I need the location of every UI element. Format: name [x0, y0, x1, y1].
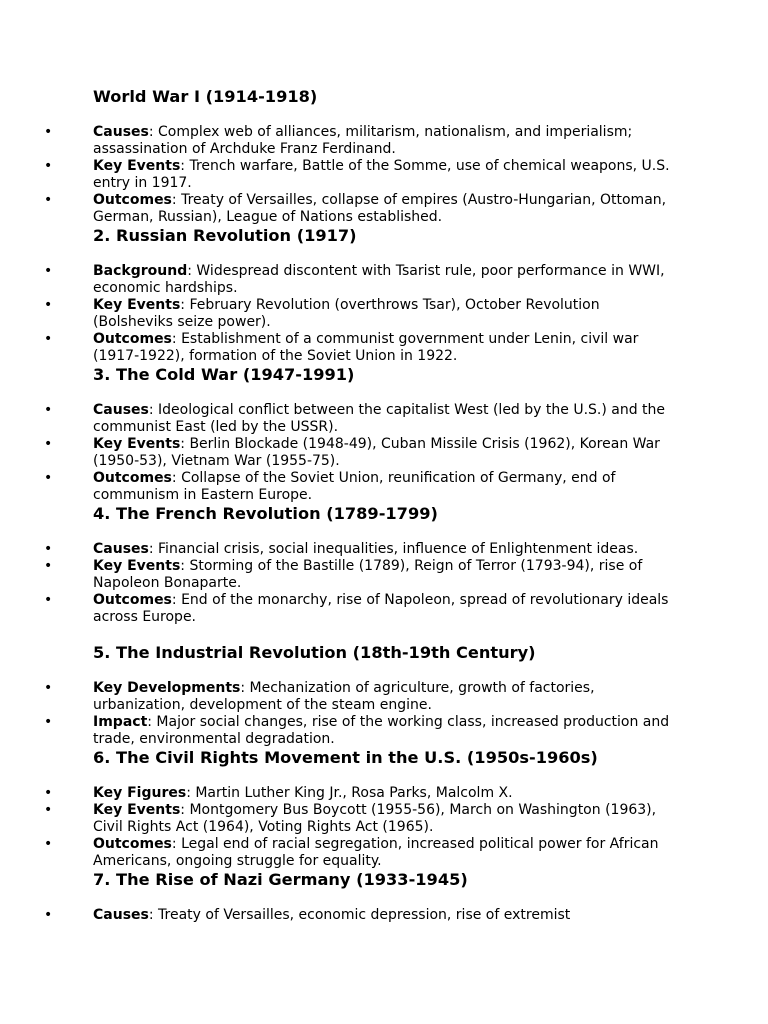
item-description: : Trench warfare, Battle of the Somme, use of chemical weapons, U.S. entry in 1917.	[93, 158, 670, 191]
section-heading: 2. Russian Revolution (1917)	[93, 226, 357, 245]
list-item	[0, 263, 768, 297]
list-item-text	[93, 402, 678, 436]
bullet-icon: •	[44, 714, 53, 730]
item-description: : Ideological conflict between the capitalist West (led by the U.S.) and the communist East (led by the USSR).	[93, 402, 666, 435]
bullet-icon: •	[44, 124, 53, 140]
section-heading: World War I (1914-1918)	[93, 87, 318, 106]
bullet-icon: •	[44, 331, 53, 347]
list-item-text	[93, 297, 678, 331]
bullet-list	[0, 785, 768, 870]
item-term: Causes	[93, 402, 149, 418]
item-term: Outcomes	[93, 470, 172, 486]
bullet-icon: •	[44, 541, 53, 557]
item-term: Key Events	[93, 297, 181, 313]
list-item-text	[93, 541, 678, 558]
section-heading: 4. The French Revolution (1789-1799)	[93, 504, 438, 523]
list-item	[0, 836, 768, 870]
bullet-list	[0, 541, 768, 626]
bullet-icon: •	[44, 907, 53, 923]
item-term: Key Figures	[93, 785, 187, 801]
list-item	[0, 680, 768, 714]
item-term: Key Developments	[93, 680, 241, 696]
list-item-text	[93, 331, 678, 365]
list-item-text	[93, 158, 678, 192]
item-term: Background	[93, 263, 188, 279]
item-description: : Widespread discontent with Tsarist rule, poor performance in WWI, economic hardships.	[93, 263, 665, 296]
list-item-text	[93, 714, 678, 748]
bullet-icon: •	[44, 836, 53, 852]
list-item	[0, 907, 768, 924]
list-item	[0, 785, 768, 802]
item-description: : Mechanization of agriculture, growth of factories, urbanization, development of the steam engine.	[93, 680, 595, 713]
bullet-icon: •	[44, 402, 53, 418]
item-term: Outcomes	[93, 192, 172, 208]
bullet-icon: •	[44, 592, 53, 608]
list-item-text	[93, 592, 678, 626]
list-item	[0, 714, 768, 748]
bullet-list	[0, 263, 768, 365]
item-description: : Collapse of the Soviet Union, reunification of Germany, end of communism in Eastern Europe.	[93, 470, 616, 503]
item-description: : End of the monarchy, rise of Napoleon, spread of revolutionary ideals across Europe.	[93, 592, 669, 625]
item-description: : Treaty of Versailles, economic depression, rise of extremist	[148, 907, 571, 923]
list-item-text	[93, 907, 678, 924]
item-description: : Montgomery Bus Boycott (1955-56), March on Washington (1963), Civil Rights Act (1964), Voting Rights Act (1965).	[93, 802, 657, 835]
item-description: : Establishment of a communist government under Lenin, civil war (1917-1922), formation of the Soviet Union in 1922.	[93, 331, 639, 364]
list-item-text	[93, 470, 678, 504]
bullet-icon: •	[44, 192, 53, 208]
item-term: Causes	[93, 541, 149, 557]
bullet-icon: •	[44, 470, 53, 486]
bullet-icon: •	[44, 785, 53, 801]
list-item-text	[93, 785, 678, 802]
list-item	[0, 436, 768, 470]
item-term: Outcomes	[93, 592, 172, 608]
bullet-icon: •	[44, 558, 53, 574]
item-description: : Storming of the Bastille (1789), Reign of Terror (1793-94), rise of Napoleon Bonaparte.	[93, 558, 643, 591]
bullet-list	[0, 907, 768, 924]
item-description: : February Revolution (overthrows Tsar), October Revolution (Bolsheviks seize power).	[93, 297, 600, 330]
list-item-text	[93, 836, 678, 870]
section-heading: 6. The Civil Rights Movement in the U.S. (1950s-1960s)	[93, 748, 598, 767]
list-item-text	[93, 263, 678, 297]
bullet-icon: •	[44, 802, 53, 818]
list-item-text	[93, 436, 678, 470]
list-item-text	[93, 558, 678, 592]
bullet-icon: •	[44, 436, 53, 452]
list-item-text	[93, 124, 678, 158]
item-description: : Major social changes, rise of the working class, increased production and trade, environmental degradation.	[93, 714, 670, 747]
section-heading: 7. The Rise of Nazi Germany (1933-1945)	[93, 870, 468, 889]
list-item	[0, 158, 768, 192]
item-description: : Complex web of alliances, militarism, nationalism, and imperialism; assassination of Archduke Franz Ferdinand.	[93, 124, 633, 157]
bullet-icon: •	[44, 680, 53, 696]
item-term: Key Events	[93, 558, 181, 574]
item-term: Causes	[93, 124, 149, 140]
bullet-icon: •	[44, 297, 53, 313]
item-term: Key Events	[93, 158, 181, 174]
item-term: Outcomes	[93, 331, 172, 347]
list-item	[0, 592, 768, 626]
bullet-list	[0, 124, 768, 226]
list-item	[0, 802, 768, 836]
item-description: : Legal end of racial segregation, increased political power for African Americans, ongoing struggle for equality.	[93, 836, 659, 869]
list-item-text	[93, 192, 678, 226]
list-item	[0, 558, 768, 592]
list-item	[0, 470, 768, 504]
item-term: Outcomes	[93, 836, 172, 852]
bullet-icon: •	[44, 158, 53, 174]
item-term: Key Events	[93, 436, 181, 452]
list-item	[0, 402, 768, 436]
list-item	[0, 297, 768, 331]
item-description: : Martin Luther King Jr., Rosa Parks, Malcolm X.	[186, 785, 513, 801]
section-heading: 5. The Industrial Revolution (18th-19th Century)	[93, 643, 536, 662]
bullet-icon: •	[44, 263, 53, 279]
item-term: Key Events	[93, 802, 181, 818]
item-description: : Financial crisis, social inequalities, influence of Enlightenment ideas.	[148, 541, 639, 557]
list-item	[0, 541, 768, 558]
list-item-text	[93, 802, 678, 836]
list-item-text	[93, 680, 678, 714]
item-description: : Treaty of Versailles, collapse of empires (Austro-Hungarian, Ottoman, German, Russian), League of Nations established.	[93, 192, 667, 225]
list-item	[0, 192, 768, 226]
item-description: : Berlin Blockade (1948-49), Cuban Missile Crisis (1962), Korean War (1950-53), Vietnam War (1955-75).	[93, 436, 660, 469]
list-item	[0, 331, 768, 365]
bullet-list	[0, 680, 768, 748]
item-term: Impact	[93, 714, 148, 730]
list-item	[0, 124, 768, 158]
item-term: Causes	[93, 907, 149, 923]
section-heading: 3. The Cold War (1947-1991)	[93, 365, 355, 384]
bullet-list	[0, 402, 768, 504]
